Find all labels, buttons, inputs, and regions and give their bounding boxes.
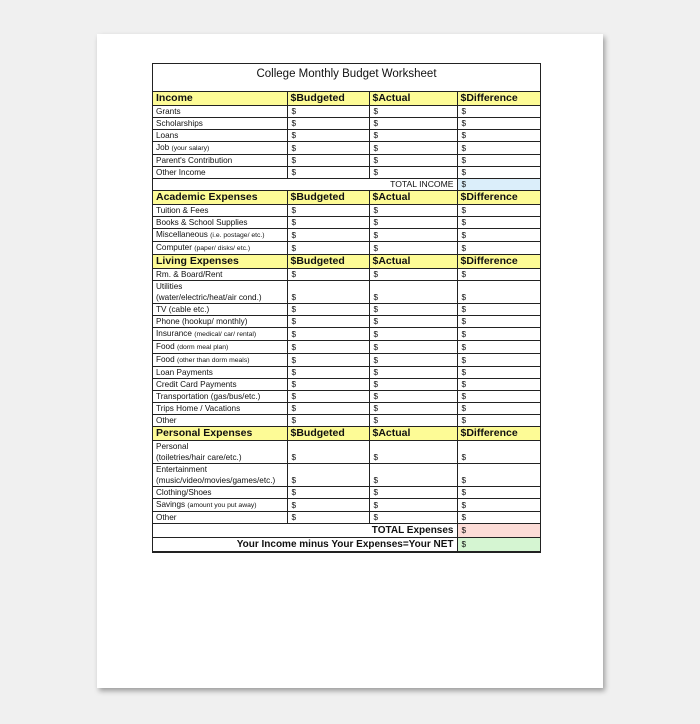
difference-amount-cell[interactable]: $	[457, 155, 540, 167]
table-row	[153, 106, 540, 118]
difference-amount-cell[interactable]: $	[457, 391, 540, 403]
net-row	[153, 538, 540, 552]
table-row	[153, 155, 540, 167]
difference-amount-cell[interactable]: $	[457, 316, 540, 328]
academic-item-label	[153, 242, 287, 255]
item-name: Grants	[156, 107, 181, 116]
table-row	[153, 328, 540, 341]
total-income-row	[153, 179, 540, 191]
table-row	[153, 441, 540, 464]
column-budgeted-header: $Budgeted	[287, 92, 369, 106]
item-name: Credit Card Payments	[156, 380, 237, 389]
item-note: (paper/ disks/ etc.)	[194, 245, 251, 252]
difference-amount-cell[interactable]: $	[457, 487, 540, 499]
personal-section-header	[153, 427, 540, 441]
actual-amount-cell[interactable]: $	[369, 328, 457, 341]
income-item-label	[153, 142, 287, 155]
living-section-header	[153, 255, 540, 269]
living-item-label	[153, 367, 287, 379]
income-item-label	[153, 130, 287, 142]
net-label: Your Income minus Your Expenses=Your NET	[153, 538, 457, 552]
budgeted-amount-cell[interactable]: $	[287, 487, 369, 499]
table-row	[153, 487, 540, 499]
column-difference-header: $Difference	[457, 427, 540, 441]
personal-header-label: Personal Expenses	[153, 427, 287, 441]
budget-table-body	[153, 92, 540, 552]
difference-amount-cell[interactable]: $	[457, 229, 540, 242]
personal-item-label	[153, 441, 287, 464]
column-actual-header: $Actual	[369, 191, 457, 205]
actual-amount-cell[interactable]: $	[369, 441, 457, 464]
academic-item-label	[153, 229, 287, 242]
table-row	[153, 304, 540, 316]
actual-amount-cell[interactable]: $	[369, 242, 457, 255]
item-note: (other than dorm meals)	[176, 357, 250, 364]
budgeted-amount-cell[interactable]: $	[287, 464, 369, 487]
table-row	[153, 269, 540, 281]
item-note: (music/video/movies/games/etc.)	[156, 476, 276, 485]
income-item-label	[153, 118, 287, 130]
living-header-label: Living Expenses	[153, 255, 287, 269]
table-row	[153, 415, 540, 427]
income-item-label	[153, 167, 287, 179]
living-item-label	[153, 316, 287, 328]
item-note: (your salary)	[171, 145, 210, 152]
budgeted-amount-cell[interactable]: $	[287, 304, 369, 316]
actual-amount-cell[interactable]: $	[369, 316, 457, 328]
budgeted-amount-cell[interactable]: $	[287, 167, 369, 179]
budgeted-amount-cell[interactable]: $	[287, 341, 369, 354]
personal-item-label	[153, 464, 287, 487]
total-expenses-value[interactable]: $	[457, 524, 540, 538]
difference-amount-cell[interactable]: $	[457, 403, 540, 415]
difference-amount-cell[interactable]: $	[457, 512, 540, 524]
item-name: Insurance	[156, 329, 192, 338]
table-row	[153, 130, 540, 142]
difference-amount-cell[interactable]: $	[457, 354, 540, 367]
budgeted-amount-cell[interactable]: $	[287, 354, 369, 367]
difference-amount-cell[interactable]: $	[457, 142, 540, 155]
actual-amount-cell[interactable]: $	[369, 487, 457, 499]
table-row	[153, 403, 540, 415]
item-name: Clothing/Shoes	[156, 488, 212, 497]
personal-item-label	[153, 512, 287, 524]
actual-amount-cell[interactable]: $	[369, 464, 457, 487]
difference-amount-cell[interactable]: $	[457, 499, 540, 512]
item-name: Personal	[156, 442, 189, 451]
difference-amount-cell[interactable]: $	[457, 217, 540, 229]
budgeted-amount-cell[interactable]: $	[287, 217, 369, 229]
actual-amount-cell[interactable]: $	[369, 269, 457, 281]
table-row	[153, 316, 540, 328]
table-row	[153, 354, 540, 367]
item-name: Utilities	[156, 282, 183, 291]
living-item-label	[153, 415, 287, 427]
net-value[interactable]: $	[457, 538, 540, 552]
column-actual-header: $Actual	[369, 92, 457, 106]
difference-amount-cell[interactable]: $	[457, 281, 540, 304]
difference-amount-cell[interactable]: $	[457, 328, 540, 341]
column-difference-header: $Difference	[457, 92, 540, 106]
actual-amount-cell[interactable]: $	[369, 391, 457, 403]
difference-amount-cell[interactable]: $	[457, 106, 540, 118]
actual-amount-cell[interactable]: $	[369, 130, 457, 142]
table-row	[153, 391, 540, 403]
actual-amount-cell[interactable]: $	[369, 403, 457, 415]
budgeted-amount-cell[interactable]: $	[287, 142, 369, 155]
actual-amount-cell[interactable]: $	[369, 217, 457, 229]
living-item-label	[153, 379, 287, 391]
item-name: Other	[156, 513, 177, 522]
academic-item-label	[153, 217, 287, 229]
actual-amount-cell[interactable]: $	[369, 118, 457, 130]
difference-amount-cell[interactable]: $	[457, 379, 540, 391]
item-name: Books & School Supplies	[156, 218, 248, 227]
living-item-label	[153, 328, 287, 341]
column-budgeted-header: $Budgeted	[287, 191, 369, 205]
difference-amount-cell[interactable]: $	[457, 441, 540, 464]
table-row	[153, 118, 540, 130]
budgeted-amount-cell[interactable]: $	[287, 403, 369, 415]
item-name: Miscellaneous	[156, 230, 208, 239]
living-item-label	[153, 403, 287, 415]
total-expenses-label: TOTAL Expenses	[153, 524, 457, 538]
living-item-label	[153, 281, 287, 304]
item-note: (dorm meal plan)	[176, 344, 229, 351]
table-row	[153, 217, 540, 229]
actual-amount-cell[interactable]: $	[369, 341, 457, 354]
table-row	[153, 229, 540, 242]
total-income-label: TOTAL INCOME	[153, 179, 457, 191]
difference-amount-cell[interactable]: $	[457, 167, 540, 179]
budgeted-amount-cell[interactable]: $	[287, 512, 369, 524]
total-income-value[interactable]: $	[457, 179, 540, 191]
worksheet-title: College Monthly Budget Worksheet	[153, 64, 540, 92]
budgeted-amount-cell[interactable]: $	[287, 118, 369, 130]
item-name: Food	[156, 342, 175, 351]
difference-amount-cell[interactable]: $	[457, 130, 540, 142]
table-row	[153, 281, 540, 304]
budgeted-amount-cell[interactable]: $	[287, 316, 369, 328]
actual-amount-cell[interactable]: $	[369, 155, 457, 167]
living-item-label	[153, 391, 287, 403]
personal-item-label	[153, 487, 287, 499]
budget-table	[153, 92, 540, 552]
budgeted-amount-cell[interactable]: $	[287, 281, 369, 304]
item-note: (toiletries/hair care/etc.)	[156, 453, 242, 462]
table-row	[153, 167, 540, 179]
budgeted-amount-cell[interactable]: $	[287, 269, 369, 281]
academic-item-label	[153, 205, 287, 217]
column-difference-header: $Difference	[457, 255, 540, 269]
living-item-label	[153, 354, 287, 367]
budgeted-amount-cell[interactable]: $	[287, 205, 369, 217]
income-section-header	[153, 92, 540, 106]
difference-amount-cell[interactable]: $	[457, 269, 540, 281]
difference-amount-cell[interactable]: $	[457, 415, 540, 427]
item-name: Transportation (gas/bus/etc.)	[156, 392, 261, 401]
living-item-label	[153, 341, 287, 354]
actual-amount-cell[interactable]: $	[369, 354, 457, 367]
table-row	[153, 341, 540, 354]
difference-amount-cell[interactable]: $	[457, 341, 540, 354]
item-name: Rm. & Board/Rent	[156, 270, 223, 279]
item-note: (i.e. postage/ etc.)	[210, 232, 265, 239]
column-difference-header: $Difference	[457, 191, 540, 205]
living-item-label	[153, 304, 287, 316]
item-name: Tuition & Fees	[156, 206, 209, 215]
item-name: Phone (hookup/ monthly)	[156, 317, 248, 326]
budgeted-amount-cell[interactable]: $	[287, 415, 369, 427]
difference-amount-cell[interactable]: $	[457, 367, 540, 379]
item-name: Entertainment	[156, 465, 207, 474]
table-row	[153, 499, 540, 512]
difference-amount-cell[interactable]: $	[457, 118, 540, 130]
budgeted-amount-cell[interactable]: $	[287, 328, 369, 341]
actual-amount-cell[interactable]: $	[369, 499, 457, 512]
item-name: Computer	[156, 243, 192, 252]
item-name: Food	[156, 355, 175, 364]
actual-amount-cell[interactable]: $	[369, 205, 457, 217]
table-row	[153, 205, 540, 217]
table-row	[153, 379, 540, 391]
income-item-label	[153, 106, 287, 118]
item-name: Loans	[156, 131, 179, 140]
actual-amount-cell[interactable]: $	[369, 229, 457, 242]
item-name: Loan Payments	[156, 368, 213, 377]
table-row	[153, 242, 540, 255]
income-header-label: Income	[153, 92, 287, 106]
item-note: (amount you put away)	[187, 502, 257, 509]
actual-amount-cell[interactable]: $	[369, 106, 457, 118]
difference-amount-cell[interactable]: $	[457, 464, 540, 487]
budgeted-amount-cell[interactable]: $	[287, 242, 369, 255]
actual-amount-cell[interactable]: $	[369, 415, 457, 427]
actual-amount-cell[interactable]: $	[369, 367, 457, 379]
actual-amount-cell[interactable]: $	[369, 304, 457, 316]
table-row	[153, 367, 540, 379]
item-name: Other	[156, 416, 177, 425]
actual-amount-cell[interactable]: $	[369, 281, 457, 304]
budgeted-amount-cell[interactable]: $	[287, 130, 369, 142]
difference-amount-cell[interactable]: $	[457, 242, 540, 255]
table-row	[153, 512, 540, 524]
item-name: Scholarships	[156, 119, 203, 128]
item-name: Trips Home / Vacations	[156, 404, 241, 413]
item-name: Savings	[156, 500, 186, 509]
living-item-label	[153, 269, 287, 281]
item-name: Job	[156, 143, 170, 152]
column-actual-header: $Actual	[369, 255, 457, 269]
item-note: (water/electric/heat/air cond.)	[156, 293, 262, 302]
budgeted-amount-cell[interactable]: $	[287, 229, 369, 242]
budgeted-amount-cell[interactable]: $	[287, 441, 369, 464]
budget-worksheet	[152, 63, 541, 553]
budgeted-amount-cell[interactable]: $	[287, 379, 369, 391]
item-name: TV (cable etc.)	[156, 305, 210, 314]
actual-amount-cell[interactable]: $	[369, 142, 457, 155]
budgeted-amount-cell[interactable]: $	[287, 106, 369, 118]
budgeted-amount-cell[interactable]: $	[287, 155, 369, 167]
table-row	[153, 142, 540, 155]
income-item-label	[153, 155, 287, 167]
column-budgeted-header: $Budgeted	[287, 255, 369, 269]
item-name: Other Income	[156, 168, 206, 177]
item-name: Parent's Contribution	[156, 156, 233, 165]
total-expenses-row	[153, 524, 540, 538]
column-budgeted-header: $Budgeted	[287, 427, 369, 441]
difference-amount-cell[interactable]: $	[457, 304, 540, 316]
personal-item-label	[153, 499, 287, 512]
budgeted-amount-cell[interactable]: $	[287, 391, 369, 403]
academic-header-label: Academic Expenses	[153, 191, 287, 205]
table-row	[153, 464, 540, 487]
difference-amount-cell[interactable]: $	[457, 205, 540, 217]
actual-amount-cell[interactable]: $	[369, 167, 457, 179]
academic-section-header	[153, 191, 540, 205]
column-actual-header: $Actual	[369, 427, 457, 441]
budgeted-amount-cell[interactable]: $	[287, 499, 369, 512]
budgeted-amount-cell[interactable]: $	[287, 367, 369, 379]
actual-amount-cell[interactable]: $	[369, 379, 457, 391]
item-note: (medical/ car/ rental)	[194, 331, 257, 338]
actual-amount-cell[interactable]: $	[369, 512, 457, 524]
